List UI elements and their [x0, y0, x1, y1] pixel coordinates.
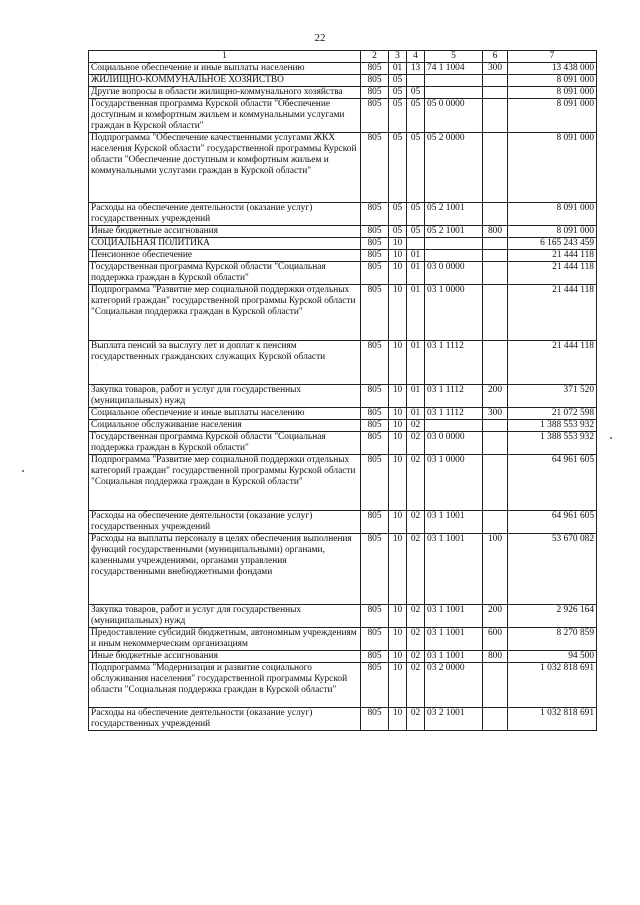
table-row: [89, 628, 597, 651]
row-expense-type-cell: [483, 250, 508, 262]
row-name-cell: ЖИЛИЩНО-КОММУНАЛЬНОЕ ХОЗЯЙСТВО: [89, 75, 361, 87]
row-amount-cell: 8 270 859: [508, 628, 597, 651]
row-section-cell: 10: [389, 408, 407, 420]
row-section-cell: 05: [389, 226, 407, 238]
row-grbs-cell: 805: [361, 226, 389, 238]
row-section-cell: 05: [389, 87, 407, 99]
scan-speck: [22, 470, 24, 472]
row-section-cell: 05: [389, 203, 407, 226]
table-row: [89, 262, 597, 285]
row-subsection-cell: 01: [407, 385, 425, 408]
table-row: [89, 250, 597, 262]
row-target-article-cell: 03 1 1001: [425, 651, 483, 663]
row-amount-cell: 8 091 000: [508, 75, 597, 87]
row-grbs-cell: 805: [361, 628, 389, 651]
row-target-article-cell: 05 2 1001: [425, 203, 483, 226]
row-subsection-cell: 01: [407, 408, 425, 420]
row-section-cell: 10: [389, 605, 407, 628]
row-subsection-cell: 02: [407, 511, 425, 534]
row-name-cell: Расходы на выплаты персоналу в целях обеспечения выполнения функций государственными (муниципальными) органами, казенными учреждениями, органами управления государственными внебюджетными фондами: [89, 534, 361, 605]
row-amount-cell: 21 444 118: [508, 262, 597, 285]
row-subsection-cell: 02: [407, 455, 425, 511]
row-grbs-cell: 805: [361, 99, 389, 133]
row-expense-type-cell: 300: [483, 63, 508, 75]
row-section-cell: 10: [389, 628, 407, 651]
table-row: [89, 341, 597, 385]
row-subsection-cell: 05: [407, 226, 425, 238]
row-grbs-cell: 805: [361, 663, 389, 708]
row-grbs-cell: 805: [361, 651, 389, 663]
row-section-cell: 10: [389, 455, 407, 511]
row-subsection-cell: 02: [407, 663, 425, 708]
row-target-article-cell: 05 2 1001: [425, 226, 483, 238]
row-target-article-cell: 03 1 1001: [425, 605, 483, 628]
table-row: [89, 432, 597, 455]
row-expense-type-cell: 300: [483, 408, 508, 420]
row-name-cell: Иные бюджетные ассигнования: [89, 651, 361, 663]
row-subsection-cell: 05: [407, 99, 425, 133]
header-cell-name: 1: [89, 51, 361, 63]
scan-speck: [610, 437, 612, 439]
row-section-cell: 10: [389, 534, 407, 605]
row-name-cell: Социальное обеспечение и иные выплаты населению: [89, 408, 361, 420]
row-target-article-cell: 03 1 1112: [425, 385, 483, 408]
table-row: [89, 663, 597, 708]
row-amount-cell: 371 520: [508, 385, 597, 408]
row-name-cell: Расходы на обеспечение деятельности (оказание услуг) государственных учреждений: [89, 708, 361, 731]
row-subsection-cell: 02: [407, 432, 425, 455]
row-grbs-cell: 805: [361, 708, 389, 731]
row-section-cell: 05: [389, 75, 407, 87]
row-subsection-cell: 01: [407, 341, 425, 385]
row-section-cell: 05: [389, 99, 407, 133]
row-target-article-cell: 05 2 0000: [425, 133, 483, 203]
row-name-cell: Другие вопросы в области жилищно-коммунального хозяйства: [89, 87, 361, 99]
row-section-cell: 10: [389, 341, 407, 385]
row-section-cell: 10: [389, 708, 407, 731]
row-name-cell: Социальное обслуживание населения: [89, 420, 361, 432]
row-expense-type-cell: [483, 87, 508, 99]
row-subsection-cell: 01: [407, 262, 425, 285]
row-section-cell: 05: [389, 133, 407, 203]
row-expense-type-cell: [483, 663, 508, 708]
row-section-cell: 10: [389, 262, 407, 285]
row-name-cell: Иные бюджетные ассигнования: [89, 226, 361, 238]
row-target-article-cell: [425, 238, 483, 250]
table-row: [89, 385, 597, 408]
row-grbs-cell: 805: [361, 385, 389, 408]
row-name-cell: Предоставление субсидий бюджетным, автономным учреждениям и иным некоммерческим организациям: [89, 628, 361, 651]
row-name-cell: Закупка товаров, работ и услуг для государственных (муниципальных) нужд: [89, 605, 361, 628]
table-row: [89, 455, 597, 511]
row-amount-cell: 1 032 818 691: [508, 663, 597, 708]
row-target-article-cell: [425, 87, 483, 99]
table-row: [89, 408, 597, 420]
row-subsection-cell: 02: [407, 651, 425, 663]
row-name-cell: Подпрограмма "Модернизация и развитие социального обслуживания населения" государственной программы Курской области "Социальная поддержка граждан в Курской области": [89, 663, 361, 708]
table-row: [89, 133, 597, 203]
row-amount-cell: 94 500: [508, 651, 597, 663]
row-grbs-cell: 805: [361, 250, 389, 262]
row-expense-type-cell: 600: [483, 628, 508, 651]
row-name-cell: Расходы на обеспечение деятельности (оказание услуг) государственных учреждений: [89, 511, 361, 534]
row-subsection-cell: 05: [407, 87, 425, 99]
row-name-cell: СОЦИАЛЬНАЯ ПОЛИТИКА: [89, 238, 361, 250]
row-target-article-cell: 03 0 0000: [425, 262, 483, 285]
row-subsection-cell: [407, 75, 425, 87]
row-subsection-cell: 05: [407, 203, 425, 226]
row-expense-type-cell: 200: [483, 385, 508, 408]
row-name-cell: Государственная программа Курской области "Социальная поддержка граждан в Курской области": [89, 262, 361, 285]
row-name-cell: Подпрограмма "Развитие мер социальной поддержки отдельных категорий граждан" государственной программы Курской области "Социальная поддержка граждан в Курской области": [89, 455, 361, 511]
row-target-article-cell: 03 0 0000: [425, 432, 483, 455]
row-target-article-cell: [425, 420, 483, 432]
row-name-cell: Закупка товаров, работ и услуг для государственных (муниципальных) нужд: [89, 385, 361, 408]
table-row: [89, 420, 597, 432]
row-expense-type-cell: [483, 420, 508, 432]
row-name-cell: Пенсионное обеспечение: [89, 250, 361, 262]
header-cell-amount: 7: [508, 51, 597, 63]
row-amount-cell: 64 961 605: [508, 455, 597, 511]
row-subsection-cell: 01: [407, 250, 425, 262]
row-expense-type-cell: [483, 203, 508, 226]
page-number: 22: [314, 32, 326, 44]
row-subsection-cell: 13: [407, 63, 425, 75]
table-row: [89, 285, 597, 341]
row-name-cell: Подпрограмма "Развитие мер социальной поддержки отдельных категорий граждан" государственной программы Курской области "Социальная поддержка граждан в Курской области": [89, 285, 361, 341]
table-row: [89, 605, 597, 628]
row-grbs-cell: 805: [361, 262, 389, 285]
row-section-cell: 10: [389, 663, 407, 708]
row-expense-type-cell: [483, 341, 508, 385]
row-section-cell: 10: [389, 238, 407, 250]
row-subsection-cell: 02: [407, 605, 425, 628]
row-target-article-cell: 03 1 1001: [425, 534, 483, 605]
table-row: [89, 238, 597, 250]
table-row: [89, 87, 597, 99]
table-header-row: [89, 51, 597, 63]
row-grbs-cell: 805: [361, 420, 389, 432]
row-amount-cell: 21 072 598: [508, 408, 597, 420]
row-expense-type-cell: 100: [483, 534, 508, 605]
row-grbs-cell: 805: [361, 534, 389, 605]
row-subsection-cell: 05: [407, 133, 425, 203]
row-amount-cell: 21 444 118: [508, 341, 597, 385]
row-section-cell: 01: [389, 63, 407, 75]
table-row: [89, 511, 597, 534]
row-amount-cell: 1 388 553 932: [508, 420, 597, 432]
row-subsection-cell: 02: [407, 628, 425, 651]
row-grbs-cell: 805: [361, 432, 389, 455]
row-target-article-cell: 03 2 0000: [425, 663, 483, 708]
row-expense-type-cell: [483, 238, 508, 250]
header-cell-grbs: 2: [361, 51, 389, 63]
row-target-article-cell: 03 1 0000: [425, 455, 483, 511]
row-amount-cell: 1 032 818 691: [508, 708, 597, 731]
table-row: [89, 99, 597, 133]
row-name-cell: Подпрограмма "Обеспечение качественными услугами ЖКХ населения Курской области" государственной программы Курской области "Обеспечение доступным и комфортным жильем и коммунальными услугами граждан в Курской области": [89, 133, 361, 203]
row-target-article-cell: 03 1 1112: [425, 341, 483, 385]
row-target-article-cell: 03 1 0000: [425, 285, 483, 341]
row-section-cell: 10: [389, 432, 407, 455]
header-cell-section: 3: [389, 51, 407, 63]
row-subsection-cell: [407, 238, 425, 250]
row-grbs-cell: 805: [361, 455, 389, 511]
table-row: [89, 75, 597, 87]
row-expense-type-cell: [483, 99, 508, 133]
row-expense-type-cell: 800: [483, 226, 508, 238]
row-grbs-cell: 805: [361, 341, 389, 385]
row-name-cell: Расходы на обеспечение деятельности (оказание услуг) государственных учреждений: [89, 203, 361, 226]
table-row: [89, 203, 597, 226]
row-expense-type-cell: 800: [483, 651, 508, 663]
table-row: [89, 534, 597, 605]
row-grbs-cell: 805: [361, 408, 389, 420]
row-section-cell: 10: [389, 250, 407, 262]
row-subsection-cell: 02: [407, 420, 425, 432]
row-section-cell: 10: [389, 385, 407, 408]
row-name-cell: Государственная программа Курской области "Обеспечение доступным и комфортным жильем и коммунальными услугами граждан в Курской области": [89, 99, 361, 133]
row-subsection-cell: 02: [407, 708, 425, 731]
row-grbs-cell: 805: [361, 511, 389, 534]
table-row: [89, 708, 597, 731]
table-row: [89, 63, 597, 75]
header-cell-expense-type: 6: [483, 51, 508, 63]
row-expense-type-cell: [483, 75, 508, 87]
row-grbs-cell: 805: [361, 238, 389, 250]
row-grbs-cell: 805: [361, 605, 389, 628]
row-amount-cell: 13 438 000: [508, 63, 597, 75]
row-expense-type-cell: [483, 262, 508, 285]
row-expense-type-cell: 200: [483, 605, 508, 628]
table-row: [89, 651, 597, 663]
row-target-article-cell: 03 1 1001: [425, 628, 483, 651]
row-amount-cell: 8 091 000: [508, 133, 597, 203]
row-target-article-cell: [425, 250, 483, 262]
row-amount-cell: 21 444 118: [508, 285, 597, 341]
row-target-article-cell: 03 1 1001: [425, 511, 483, 534]
row-amount-cell: 2 926 164: [508, 605, 597, 628]
table-row: [89, 226, 597, 238]
row-target-article-cell: 05 0 0000: [425, 99, 483, 133]
row-target-article-cell: 03 1 1112: [425, 408, 483, 420]
row-expense-type-cell: [483, 285, 508, 341]
row-section-cell: 10: [389, 651, 407, 663]
row-expense-type-cell: [483, 432, 508, 455]
row-target-article-cell: [425, 75, 483, 87]
row-expense-type-cell: [483, 708, 508, 731]
budget-table: [88, 50, 597, 731]
row-grbs-cell: 805: [361, 203, 389, 226]
row-amount-cell: 8 091 000: [508, 99, 597, 133]
row-expense-type-cell: [483, 133, 508, 203]
row-name-cell: Выплата пенсий за выслугу лет и доплат к пенсиям государственных гражданских служащих Курской области: [89, 341, 361, 385]
row-grbs-cell: 805: [361, 133, 389, 203]
row-amount-cell: 21 444 118: [508, 250, 597, 262]
row-amount-cell: 53 670 082: [508, 534, 597, 605]
header-cell-subsection: 4: [407, 51, 425, 63]
row-amount-cell: 6 165 243 459: [508, 238, 597, 250]
row-amount-cell: 8 091 000: [508, 203, 597, 226]
row-amount-cell: 1 388 553 932: [508, 432, 597, 455]
row-grbs-cell: 805: [361, 63, 389, 75]
row-section-cell: 10: [389, 511, 407, 534]
row-grbs-cell: 805: [361, 87, 389, 99]
row-target-article-cell: 03 2 1001: [425, 708, 483, 731]
row-amount-cell: 8 091 000: [508, 226, 597, 238]
row-grbs-cell: 805: [361, 285, 389, 341]
row-expense-type-cell: [483, 455, 508, 511]
row-grbs-cell: 805: [361, 75, 389, 87]
row-amount-cell: 8 091 000: [508, 87, 597, 99]
row-expense-type-cell: [483, 511, 508, 534]
row-subsection-cell: 01: [407, 285, 425, 341]
row-name-cell: Государственная программа Курской области "Социальная поддержка граждан в Курской области": [89, 432, 361, 455]
header-cell-target-article: 5: [425, 51, 483, 63]
row-amount-cell: 64 961 605: [508, 511, 597, 534]
row-target-article-cell: 74 1 1004: [425, 63, 483, 75]
row-section-cell: 10: [389, 285, 407, 341]
row-subsection-cell: 02: [407, 534, 425, 605]
row-section-cell: 10: [389, 420, 407, 432]
row-name-cell: Социальное обеспечение и иные выплаты населению: [89, 63, 361, 75]
